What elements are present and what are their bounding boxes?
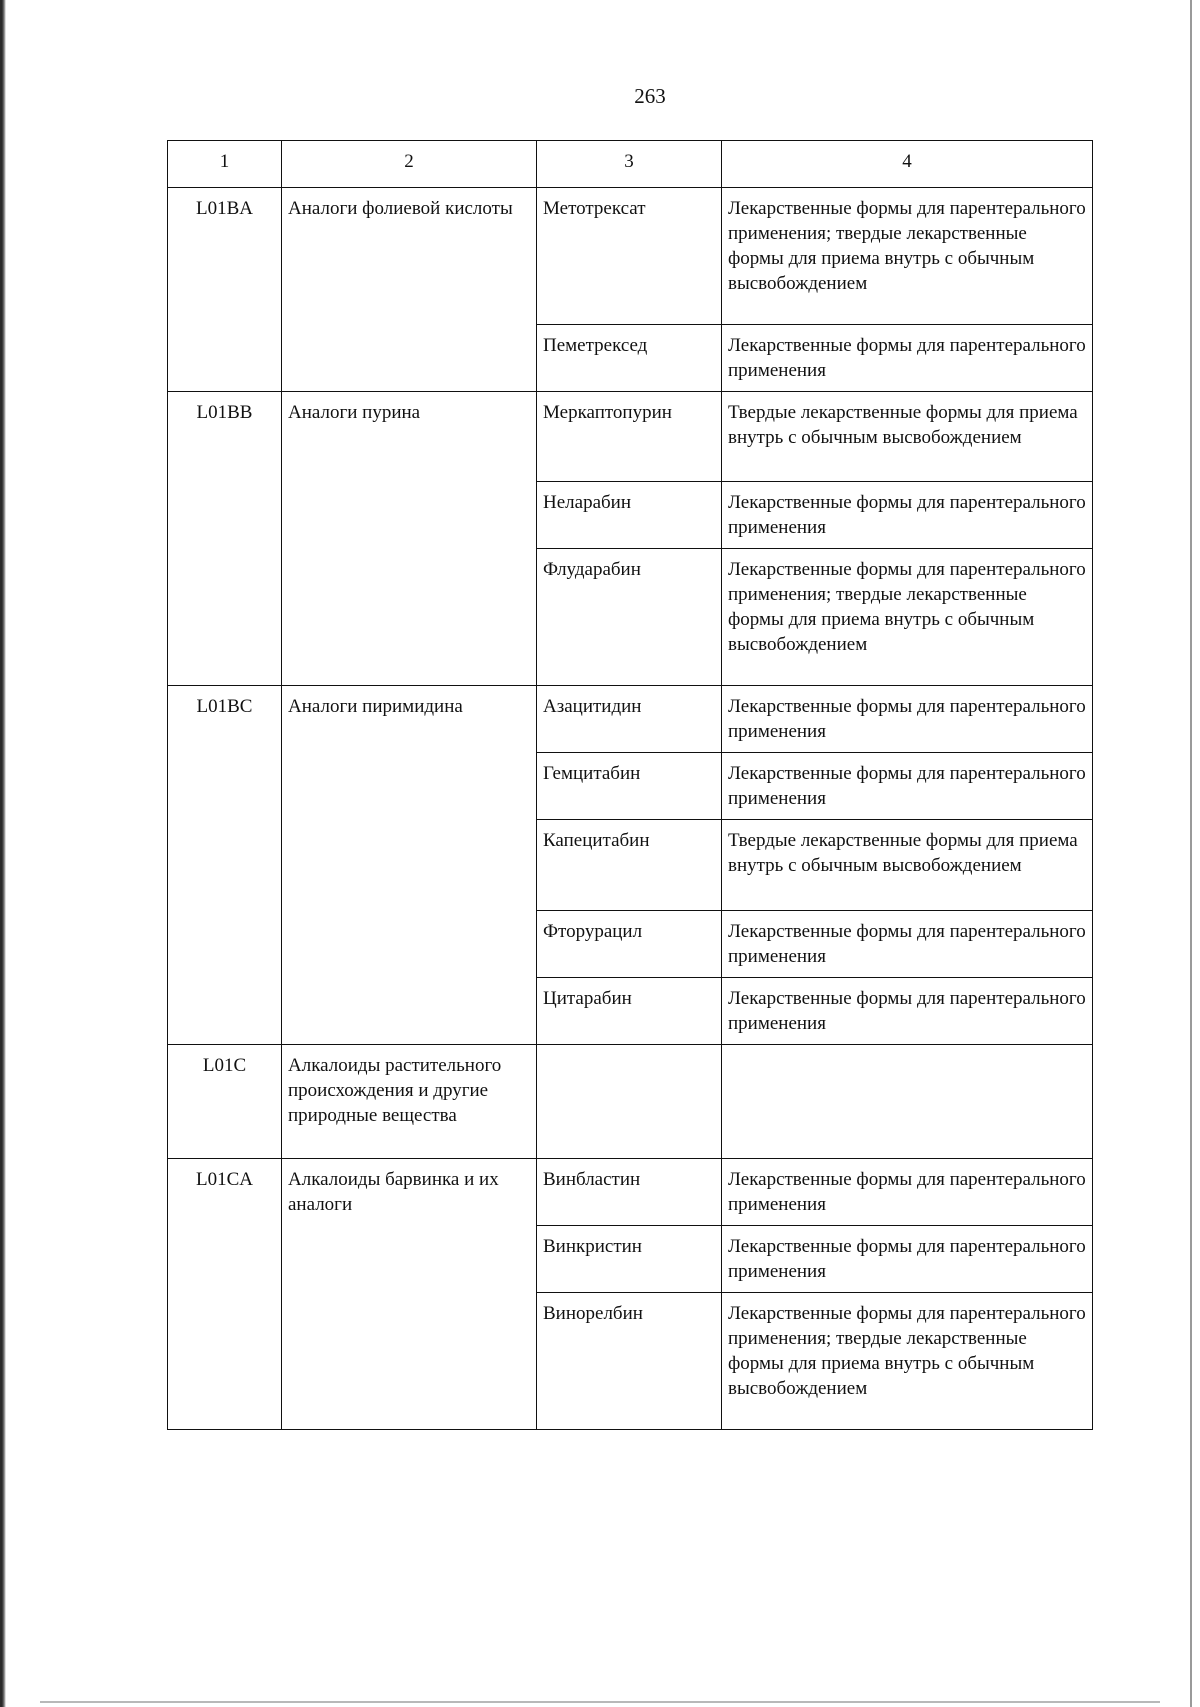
- group-name-cell: Аналоги фолиевой кислоты: [282, 188, 537, 392]
- dosage-form-cell: Лекарственные формы для парентерального применения: [722, 911, 1093, 978]
- scan-edge-left: [0, 0, 6, 1707]
- header-cell-2: 2: [282, 141, 537, 188]
- dosage-form-cell: [722, 1045, 1093, 1159]
- scan-edge-bottom: [40, 1701, 1160, 1703]
- header-cell-4: 4: [722, 141, 1093, 188]
- dosage-form-cell: Лекарственные формы для парентерального применения: [722, 753, 1093, 820]
- drug-table: [167, 140, 1093, 1430]
- header-cell-3: 3: [537, 141, 722, 188]
- table-row: [168, 188, 1093, 325]
- drug-name-cell: Винкристин: [537, 1226, 722, 1293]
- scan-edge-right: [1190, 0, 1192, 1707]
- atc-code-cell: L01BA: [168, 188, 282, 392]
- dosage-form-cell: Твердые лекарственные формы для приема внутрь с обычным высвобождением: [722, 392, 1093, 482]
- drug-name-cell: Цитарабин: [537, 978, 722, 1045]
- table-row: [168, 1045, 1093, 1159]
- drug-name-cell: Винорелбин: [537, 1293, 722, 1430]
- drug-name-cell: Меркаптопурин: [537, 392, 722, 482]
- group-name-cell: Аналоги пурина: [282, 392, 537, 686]
- table-row: [168, 686, 1093, 753]
- dosage-form-cell: Лекарственные формы для парентерального применения: [722, 686, 1093, 753]
- drug-name-cell: Гемцитабин: [537, 753, 722, 820]
- atc-code-cell: L01CA: [168, 1159, 282, 1430]
- drug-name-cell: Капецитабин: [537, 820, 722, 911]
- dosage-form-cell: Твердые лекарственные формы для приема внутрь с обычным высвобождением: [722, 820, 1093, 911]
- group-name-cell: Алкалоиды барвинка и их аналоги: [282, 1159, 537, 1430]
- atc-code-cell: L01C: [168, 1045, 282, 1159]
- dosage-form-cell: Лекарственные формы для парентерального применения: [722, 325, 1093, 392]
- atc-code-cell: L01BC: [168, 686, 282, 1045]
- group-name-cell: Алкалоиды растительного происхождения и другие природные вещества: [282, 1045, 537, 1159]
- header-cell-1: 1: [168, 141, 282, 188]
- dosage-form-cell: Лекарственные формы для парентерального применения: [722, 1159, 1093, 1226]
- drug-name-cell: Фторурацил: [537, 911, 722, 978]
- table-body: [168, 141, 1093, 1430]
- drug-name-cell: Метотрексат: [537, 188, 722, 325]
- drug-name-cell: Флударабин: [537, 549, 722, 686]
- dosage-form-cell: Лекарственные формы для парентерального применения: [722, 978, 1093, 1045]
- drug-name-cell: Азацитидин: [537, 686, 722, 753]
- dosage-form-cell: Лекарственные формы для парентерального применения: [722, 1226, 1093, 1293]
- atc-code-cell: L01BB: [168, 392, 282, 686]
- dosage-form-cell: Лекарственные формы для парентерального применения; твердые лекарственные формы для приема внутрь с обычным высвобождением: [722, 549, 1093, 686]
- drug-name-cell: [537, 1045, 722, 1159]
- dosage-form-cell: Лекарственные формы для парентерального применения: [722, 482, 1093, 549]
- dosage-form-cell: Лекарственные формы для парентерального применения; твердые лекарственные формы для приема внутрь с обычным высвобождением: [722, 188, 1093, 325]
- table-row: [168, 392, 1093, 482]
- drug-name-cell: Неларабин: [537, 482, 722, 549]
- group-name-cell: Аналоги пиримидина: [282, 686, 537, 1045]
- drug-name-cell: Пеметрексед: [537, 325, 722, 392]
- page-number: 263: [634, 84, 666, 108]
- drug-name-cell: Винбластин: [537, 1159, 722, 1226]
- dosage-form-cell: Лекарственные формы для парентерального применения; твердые лекарственные формы для приема внутрь с обычным высвобождением: [722, 1293, 1093, 1430]
- table-row: [168, 1159, 1093, 1226]
- table-header-row: [168, 141, 1093, 188]
